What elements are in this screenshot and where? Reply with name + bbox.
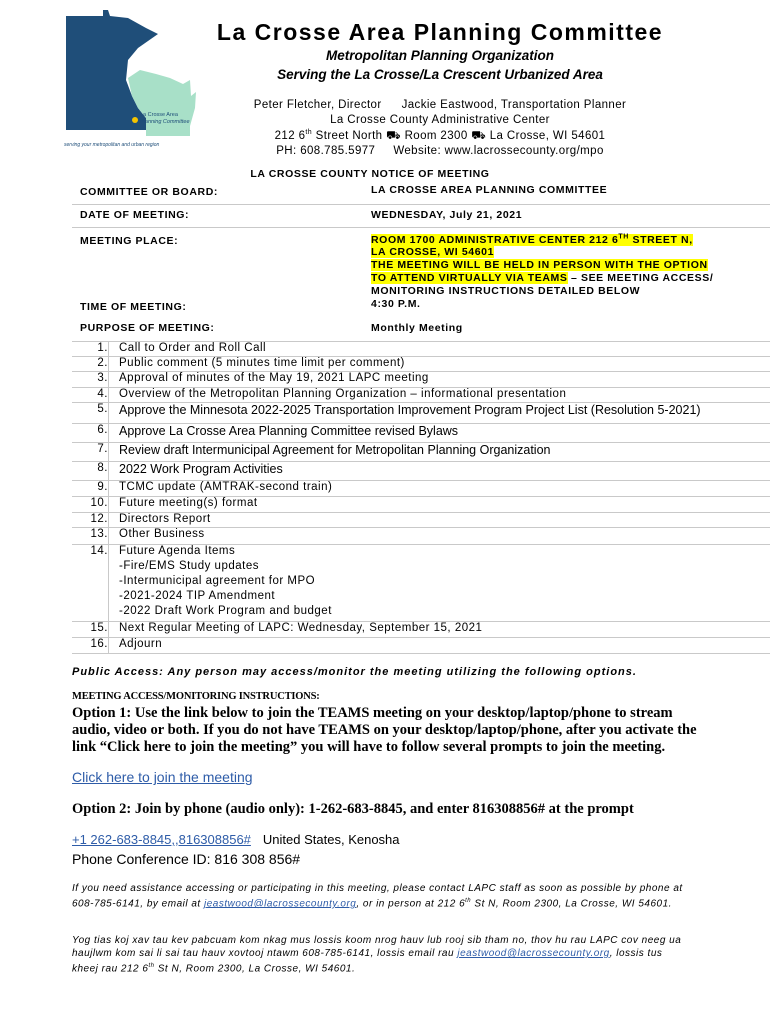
agenda-number: 14. (90, 545, 108, 557)
director-name: Peter Fletcher, Director (253, 99, 382, 111)
page-title: La Crosse Area Planning Committee (216, 19, 664, 45)
agenda-row-divider (72, 544, 770, 545)
phone-dial-line (72, 832, 400, 847)
agenda-item: Review draft Intermunicipal Agreement for Metropolitan Planning Organization (119, 443, 551, 457)
option-2-instructions: Option 2: Join by phone (audio only): 1-262-683-8845, and enter 816308856# at the prompt (72, 801, 634, 817)
agenda-item: Adjourn (119, 638, 163, 650)
agenda-item: Call to Order and Roll Call (119, 342, 267, 354)
agenda-item: Approval of minutes of the May 19, 2021 LAPC meeting (119, 372, 429, 384)
subtitle-serving: Serving the La Crosse/La Crescent Urbanized Area (277, 67, 603, 82)
purpose-label: PURPOSE OF MEETING: (80, 322, 215, 334)
place-line-3: THE MEETING WILL BE HELD IN PERSON WITH THE OPTION (371, 259, 708, 271)
svg-text:La Crosse Area: La Crosse Area (140, 112, 178, 118)
agenda-number: 3. (97, 372, 108, 384)
subtitle-mpo: Metropolitan Planning Organization (326, 48, 554, 63)
agenda-item: TCMC update (AMTRAK-second train) (119, 481, 333, 493)
agenda-number: 5. (97, 403, 108, 415)
join-meeting-link[interactable]: Click here to join the meeting (72, 769, 253, 785)
agenda-number: 16. (90, 638, 108, 650)
agenda-number: 4. (97, 388, 108, 400)
phone-location: United States, Kenosha (262, 832, 400, 847)
agenda-item: Future meeting(s) format (119, 497, 258, 509)
board-value: LA CROSSE AREA PLANNING COMMITTEE (371, 184, 608, 196)
conference-id: Phone Conference ID: 816 308 856# (72, 851, 301, 867)
agenda-row-divider (72, 423, 770, 424)
agenda-number: 12. (90, 513, 108, 525)
date-value: WEDNESDAY, July 21, 2021 (371, 209, 523, 221)
time-value: 4:30 P.M. (371, 298, 421, 310)
agenda-row-divider (72, 527, 770, 528)
future-agenda-subitem: -2022 Draft Work Program and budget (119, 605, 332, 617)
agenda-number: 13. (90, 528, 108, 540)
time-label: TIME OF MEETING: (80, 301, 187, 313)
agenda-row-divider (72, 496, 770, 497)
place-line-2: LA CROSSE, WI 54601 (371, 246, 495, 258)
agenda-item: Next Regular Meeting of LAPC: Wednesday, September 15, 2021 (119, 622, 483, 634)
agenda-row-divider (72, 371, 770, 372)
agenda-item: Public comment (5 minutes time limit per comment) (119, 357, 405, 369)
agenda-row-divider (72, 402, 770, 403)
option-1-instructions: Option 1: Use the link below to join the TEAMS meeting on your desktop/laptop/phone to stream audio, video or both. If you do not have TEAMS on your desktop/laptop/phone, after you activate the link “Click here to join the meeting” you will have to follow several prompts to join the meeting. (72, 705, 697, 755)
svg-text:serving your metropolitan and: serving your metropolitan and urban region (64, 142, 160, 148)
notice-title: LA CROSSE COUNTY NOTICE OF MEETING (250, 168, 490, 180)
staff-line (205, 99, 675, 111)
future-agenda-subitem: -Intermunicipal agreement for MPO (119, 575, 316, 587)
street-address: 212 6th Street North ⛟ Room 2300 ⛟ La Crosse, WI 54601 (274, 129, 606, 142)
agenda-number: 1. (97, 342, 108, 354)
agenda-row-divider (72, 461, 770, 462)
planner-name: Jackie Eastwood, Transportation Planner (401, 99, 627, 111)
agenda-item: Directors Report (119, 513, 211, 525)
future-agenda-subitem: -2021-2024 TIP Amendment (119, 590, 276, 602)
agenda-number: 6. (97, 424, 108, 436)
agenda-row-divider (72, 621, 770, 622)
table-divider (72, 204, 770, 205)
agenda-row-divider (72, 387, 770, 388)
agenda-item: Approve La Crosse Area Planning Committee revised Bylaws (119, 424, 459, 438)
agenda-row-divider (72, 480, 770, 481)
building-name: La Crosse County Administrative Center (330, 114, 550, 126)
phone-website: PH: 608.785.5977 Website: www.lacrossecounty.org/mpo (276, 145, 604, 157)
place-line-1: ROOM 1700 ADMINISTRATIVE CENTER 212 6TH STREET N, (371, 233, 693, 246)
bus-icon: ⛟ (471, 130, 487, 142)
future-agenda-subitem: -Fire/EMS Study updates (119, 560, 259, 572)
table-divider (72, 227, 770, 228)
email-link[interactable]: jeastwood@lacrossecounty.org (203, 898, 357, 910)
phone-link[interactable]: +1 262-683-8845,,816308856# (72, 832, 251, 847)
svg-text:Planning Committee: Planning Committee (140, 119, 190, 125)
agenda-row-divider (72, 356, 770, 357)
purpose-value: Monthly Meeting (371, 322, 463, 334)
agenda-item: Approve the Minnesota 2022-2025 Transportation Improvement Program Project List (Resolution 5-2021) (119, 403, 701, 417)
date-label: DATE OF MEETING: (80, 209, 190, 221)
assistance-english: If you need assistance accessing or participating in this meeting, please contact LAPC staff as soon as possible by phone at 608-785-6141, by email at jeastwood@lacrossecounty.org, or in person at 212 6th St N, Room 2300, La Crosse, WI 54601. (72, 883, 683, 910)
board-label: COMMITTEE OR BOARD: (80, 186, 218, 198)
agenda-row-divider (72, 442, 770, 443)
agenda-number: 15. (90, 622, 108, 634)
lapc-logo (58, 8, 208, 148)
place-line-5: MONITORING INSTRUCTIONS DETAILED BELOW (371, 285, 641, 297)
agenda-number: 7. (97, 443, 108, 455)
public-access-note: Public Access: Any person may access/monitor the meeting utilizing the following options. (72, 666, 637, 678)
star-icon (132, 117, 138, 123)
bus-icon: ⛟ (386, 130, 401, 142)
agenda-number: 10. (90, 497, 108, 509)
agenda-row-divider (72, 653, 770, 654)
agenda-item: Overview of the Metropolitan Planning Organization – informational presentation (119, 388, 567, 400)
agenda-number: 8. (97, 462, 108, 474)
agenda-item: Future Agenda Items (119, 545, 236, 557)
agenda-number: 9. (97, 481, 108, 493)
agenda-item: Other Business (119, 528, 205, 540)
place-line-4: TO ATTEND VIRTUALLY VIA TEAMS – SEE MEETING ACCESS/ (371, 272, 714, 284)
email-link[interactable]: jeastwood@lacrossecounty.org (457, 948, 610, 959)
agenda-number: 2. (97, 357, 108, 369)
agenda-item: 2022 Work Program Activities (119, 462, 283, 476)
place-label: MEETING PLACE: (80, 235, 179, 247)
agenda-row-divider (72, 637, 770, 638)
assistance-hmong: Yog tias koj xav tau kev pabcuam kom nkag mus lossis koom nrog hauv lub rooj sib tham no, thov hu rau LAPC cov neeg ua haujlwm kom sai li sai tau hauv xovtooj ntawm 608-785-6141, lossis email rau jeastwood@lacrossecounty.org, lossis tus kheej rau 212 6th St N, Room 2300, La Crosse, WI 54601. (72, 935, 682, 975)
agenda-row-divider (72, 512, 770, 513)
access-heading: MEETING ACCESS/MONITORING INSTRUCTIONS: (72, 691, 320, 702)
